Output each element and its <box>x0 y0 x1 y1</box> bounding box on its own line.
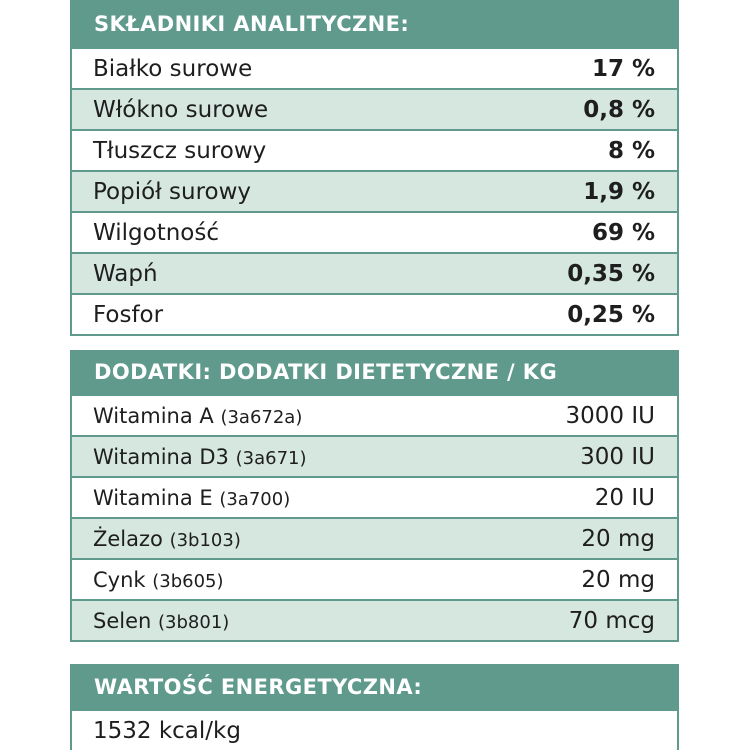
additive-label <box>93 527 241 551</box>
analytical-constituents-header: SKŁADNIKI ANALITYCZNE: <box>72 0 677 47</box>
additive-name: Witamina E <box>93 485 220 510</box>
table-row <box>72 129 677 170</box>
nutrient-value: 17 % <box>591 55 655 82</box>
additives-header: DODATKI: DODATKI DIETETYCZNE / KG <box>72 350 677 394</box>
additive-code: (3a700) <box>219 488 291 510</box>
additive-name: Cynk <box>93 567 146 592</box>
table-row <box>72 558 677 599</box>
table-row <box>72 709 677 750</box>
table-row <box>72 47 677 88</box>
additives-table <box>70 350 679 642</box>
additive-value: 20 mg <box>581 566 655 593</box>
nutrient-value: 1,9 % <box>583 178 655 205</box>
nutrient-name: Wilgotność <box>93 219 219 246</box>
additive-label <box>93 404 302 428</box>
nutrient-name: Tłuszcz surowy <box>93 137 267 164</box>
nutrient-name: Białko surowe <box>93 55 253 82</box>
table-row <box>72 599 677 640</box>
table-row <box>72 252 677 293</box>
additive-name: Witamina D3 <box>93 444 229 469</box>
additive-code: (3b605) <box>152 570 224 592</box>
analytical-constituents-table <box>70 0 679 336</box>
table-row <box>72 394 677 435</box>
table-row <box>72 476 677 517</box>
additive-code: (3a671) <box>235 447 307 469</box>
additive-label <box>93 486 290 510</box>
additive-value: 70 mcg <box>568 607 655 634</box>
nutrient-value: 0,35 % <box>567 260 655 287</box>
additive-name: Żelazo <box>93 526 163 551</box>
additive-value: 20 IU <box>594 484 655 511</box>
energy-value-header: WARTOŚĆ ENERGETYCZNA: <box>72 664 677 709</box>
nutrient-name: Fosfor <box>93 301 164 328</box>
nutrient-name: Popiół surowy <box>93 178 252 205</box>
nutrient-value: 69 % <box>591 219 655 246</box>
additive-code: (3b801) <box>158 611 230 633</box>
additive-code: (3a672a) <box>220 406 303 428</box>
table-row <box>72 211 677 252</box>
additive-label <box>93 609 229 633</box>
nutrient-value: 8 % <box>607 137 655 164</box>
table-row <box>72 517 677 558</box>
additive-value: 300 IU <box>580 443 655 470</box>
additive-name: Selen <box>93 608 152 633</box>
additive-value: 20 mg <box>581 525 655 552</box>
table-row <box>72 170 677 211</box>
nutrient-value: 0,8 % <box>583 96 655 123</box>
additive-code: (3b103) <box>169 529 241 551</box>
additive-value: 3000 IU <box>565 402 655 429</box>
nutrient-name: Włókno surowe <box>93 96 269 123</box>
additive-label <box>93 445 307 469</box>
table-row <box>72 293 677 334</box>
energy-value: 1532 kcal/kg <box>93 717 241 744</box>
additive-label <box>93 568 224 592</box>
energy-value-table <box>70 664 679 750</box>
additive-name: Witamina A <box>93 403 214 428</box>
nutrient-value: 0,25 % <box>567 301 655 328</box>
table-row <box>72 435 677 476</box>
nutrient-name: Wapń <box>93 260 158 287</box>
table-row <box>72 88 677 129</box>
